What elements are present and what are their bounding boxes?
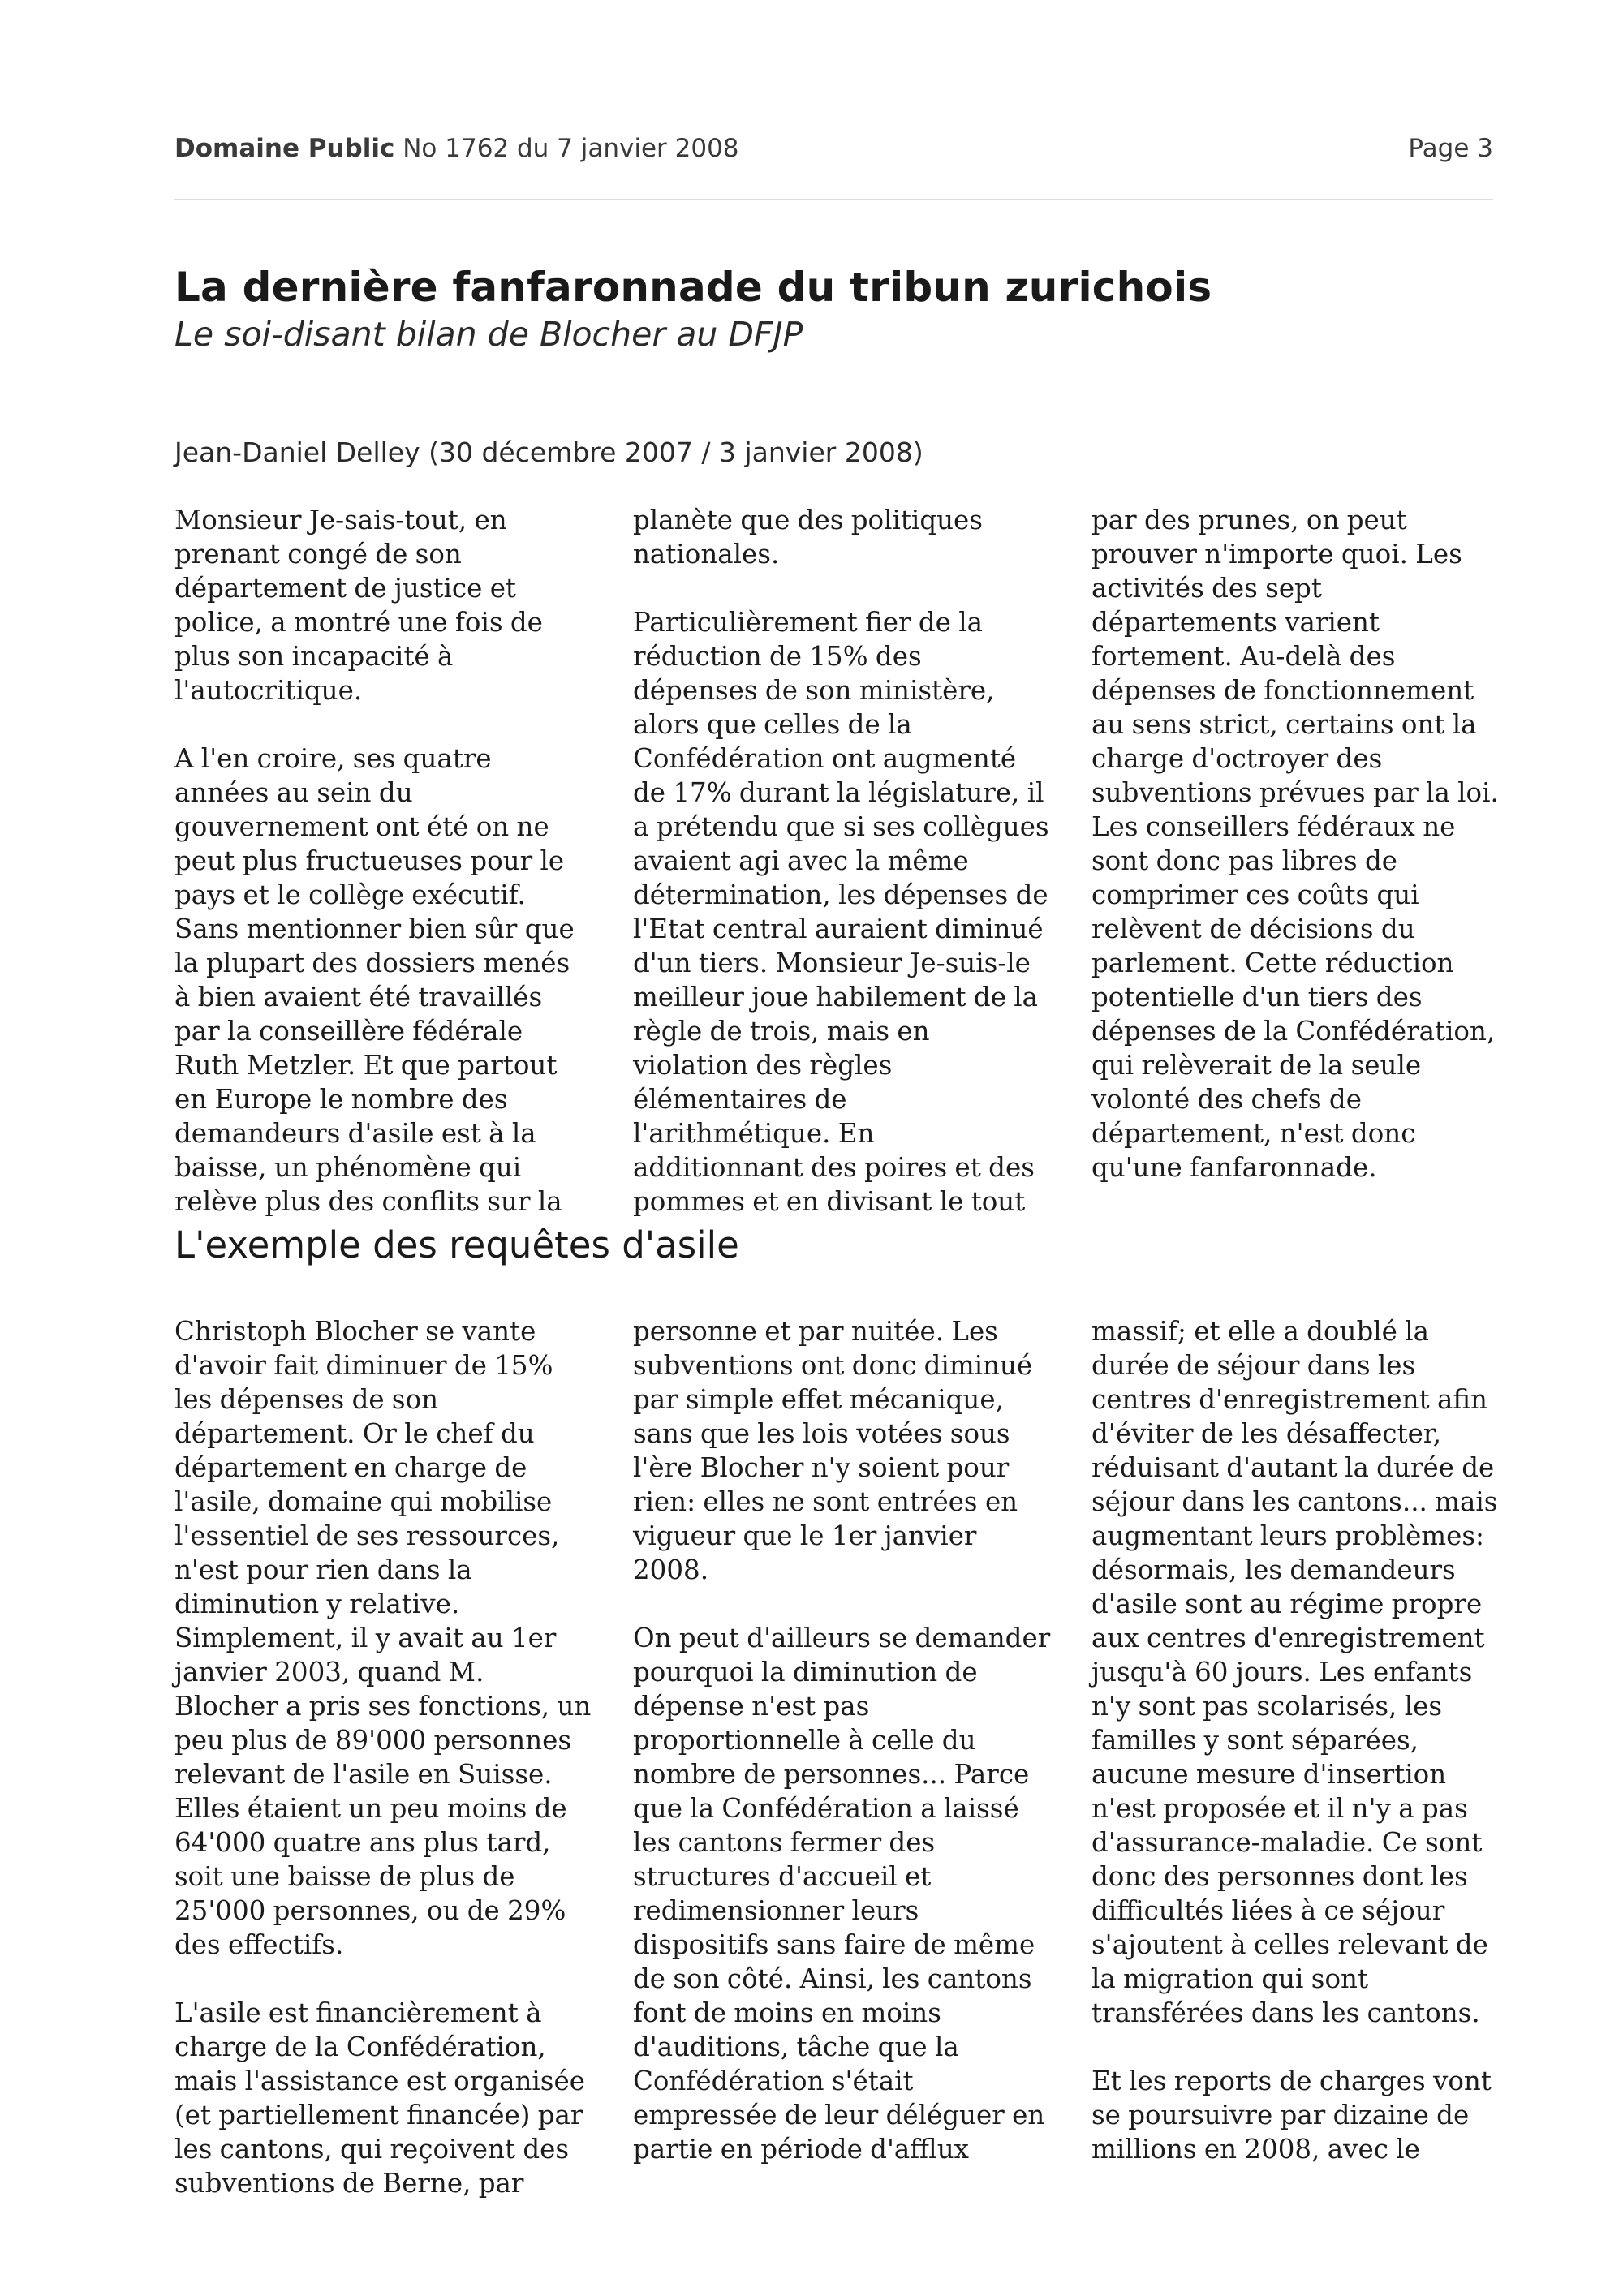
page-header xyxy=(174,134,1493,170)
paragraph: planète que des politiques nationales. xyxy=(633,505,983,570)
paragraph: Christoph Blocher se vante d'avoir fait diminuer de 15% les dépenses de son département. Or le chef du département en charge de l'asile, domaine qui mobilise l'essentiel de ses ressources, n'est pour rien dans la diminution y relative. Simplement, il y avait au 1er janvier 2003, quand M. Blocher a pris ses fonctions, un peu plus de 89'000 personnes relevant de l'asile en Suisse. Elles étaient un peu moins de 64'000 quatre ans plus tard, soit une baisse de plus de 25'000 personnes, ou de 29% des effectifs. xyxy=(174,1316,592,1960)
paragraph: L'asile est financièrement à charge de la Confédération, mais l'assistance est organisée (et partiellement financée) par les cantons, qui reçoivent des subventions de Berne, par xyxy=(174,1997,585,2199)
section2-column-2 xyxy=(633,1314,1051,2166)
article-subtitle: Le soi-disant bilan de Blocher au DFJP xyxy=(174,315,803,354)
paragraph: Particulièrement fier de la réduction de 15% des dépenses de son ministère, alors que celles de la Confédération ont augmenté de 17% durant la législature, il a prétendu que si ses collègues avaient agi avec la même détermination, les dépenses de l'Etat central auraient diminué d'un tiers. Monsieur Je-suis-le meilleur joue habilement de la règle de trois, mais en violation des règles élémentaires de l'arithmétique. En additionnant des poires et des pommes et en divisant le tout xyxy=(633,607,1049,1217)
article-byline: Jean-Daniel Delley (30 décembre 2007 / 3 janvier 2008) xyxy=(174,436,923,468)
header-issue xyxy=(174,134,739,163)
paragraph: personne et par nuitée. Les subventions ont donc diminué par simple effet mécanique, sans que les lois votées sous l'ère Blocher n'y soient pour rien: elles ne sont entrées en vigueur que le 1er janvier 2008. xyxy=(633,1316,1033,1585)
section1-column-2 xyxy=(633,503,1051,1219)
section1-column-3 xyxy=(1091,503,1509,1185)
paragraph: Et les reports de charges vont se poursuivre par dizaine de millions en 2008, avec le xyxy=(1091,2066,1492,2165)
article-title: La dernière fanfaronnade du tribun zurichois xyxy=(174,264,1212,311)
paragraph: par des prunes, on peut prouver n'importe quoi. Les activités des sept départements varient fortement. Au-delà des dépenses de fonctionnement au sens strict, certains ont la charge d'octroyer des subventions prévues par la loi. Les conseillers fédéraux ne sont donc pas libres de comprimer ces coûts qui relèvent de décisions du parlement. Cette réduction potentielle d'un tiers des dépenses de la Confédération, qui relèverait de la seule volonté des chefs de département, n'est donc qu'une fanfaronnade. xyxy=(1091,505,1499,1183)
page-number: Page 3 xyxy=(1408,134,1493,163)
paragraph: Monsieur Je-sais-tout, en prenant congé de son département de justice et police, a montré une fois de plus son incapacité à l'autocritique. xyxy=(174,505,543,706)
header-divider xyxy=(174,199,1493,200)
paragraph: A l'en croire, ses quatre années au sein du gouvernement ont été on ne peut plus fructueuses pour le pays et le collège exécutif. Sans mentionner bien sûr que la plupart des dossiers menés à bien avaient été travaillés par la conseillère fédérale Ruth Metzler. Et que partout en Europe le nombre des demandeurs d'asile est à la baisse, un phénomène qui relève plus des conflits sur la xyxy=(174,743,575,1217)
section2-column-3 xyxy=(1091,1314,1509,2166)
paragraph: massif; et elle a doublé la durée de séjour dans les centres d'enregistrement afin d'éviter de les désaffecter, réduisant d'autant la durée de séjour dans les cantons... mais augmentant leurs problèmes: désormais, les demandeurs d'asile sont au régime propre aux centres d'enregistrement jusqu'à 60 jours. Les enfants n'y sont pas scolarisés, les familles y sont séparées, aucune mesure d'insertion n'est proposée et il n'y a pas d'assurance-maladie. Ce sont donc des personnes dont les difficultés liées à ce séjour s'ajoutent à celles relevant de la migration qui sont transférées dans les cantons. xyxy=(1091,1316,1498,2028)
issue-number: No 1762 du 7 janvier 2008 xyxy=(403,134,739,163)
section1-column-1 xyxy=(174,503,592,1219)
section2-column-1 xyxy=(174,1314,592,2200)
publication-name: Domaine Public xyxy=(174,134,395,163)
section-heading: L'exemple des requêtes d'asile xyxy=(174,1223,739,1266)
paragraph: On peut d'ailleurs se demander pourquoi la diminution de dépense n'est pas proportionnelle à celle du nombre de personnes... Parce que la Confédération a laissé les cantons fermer des structures d'accueil et redimensionner leurs dispositifs sans faire de même de son côté. Ainsi, les cantons font de moins en moins d'auditions, tâche que la Confédération s'était empressée de leur déléguer en partie en période d'afflux xyxy=(633,1623,1051,2165)
